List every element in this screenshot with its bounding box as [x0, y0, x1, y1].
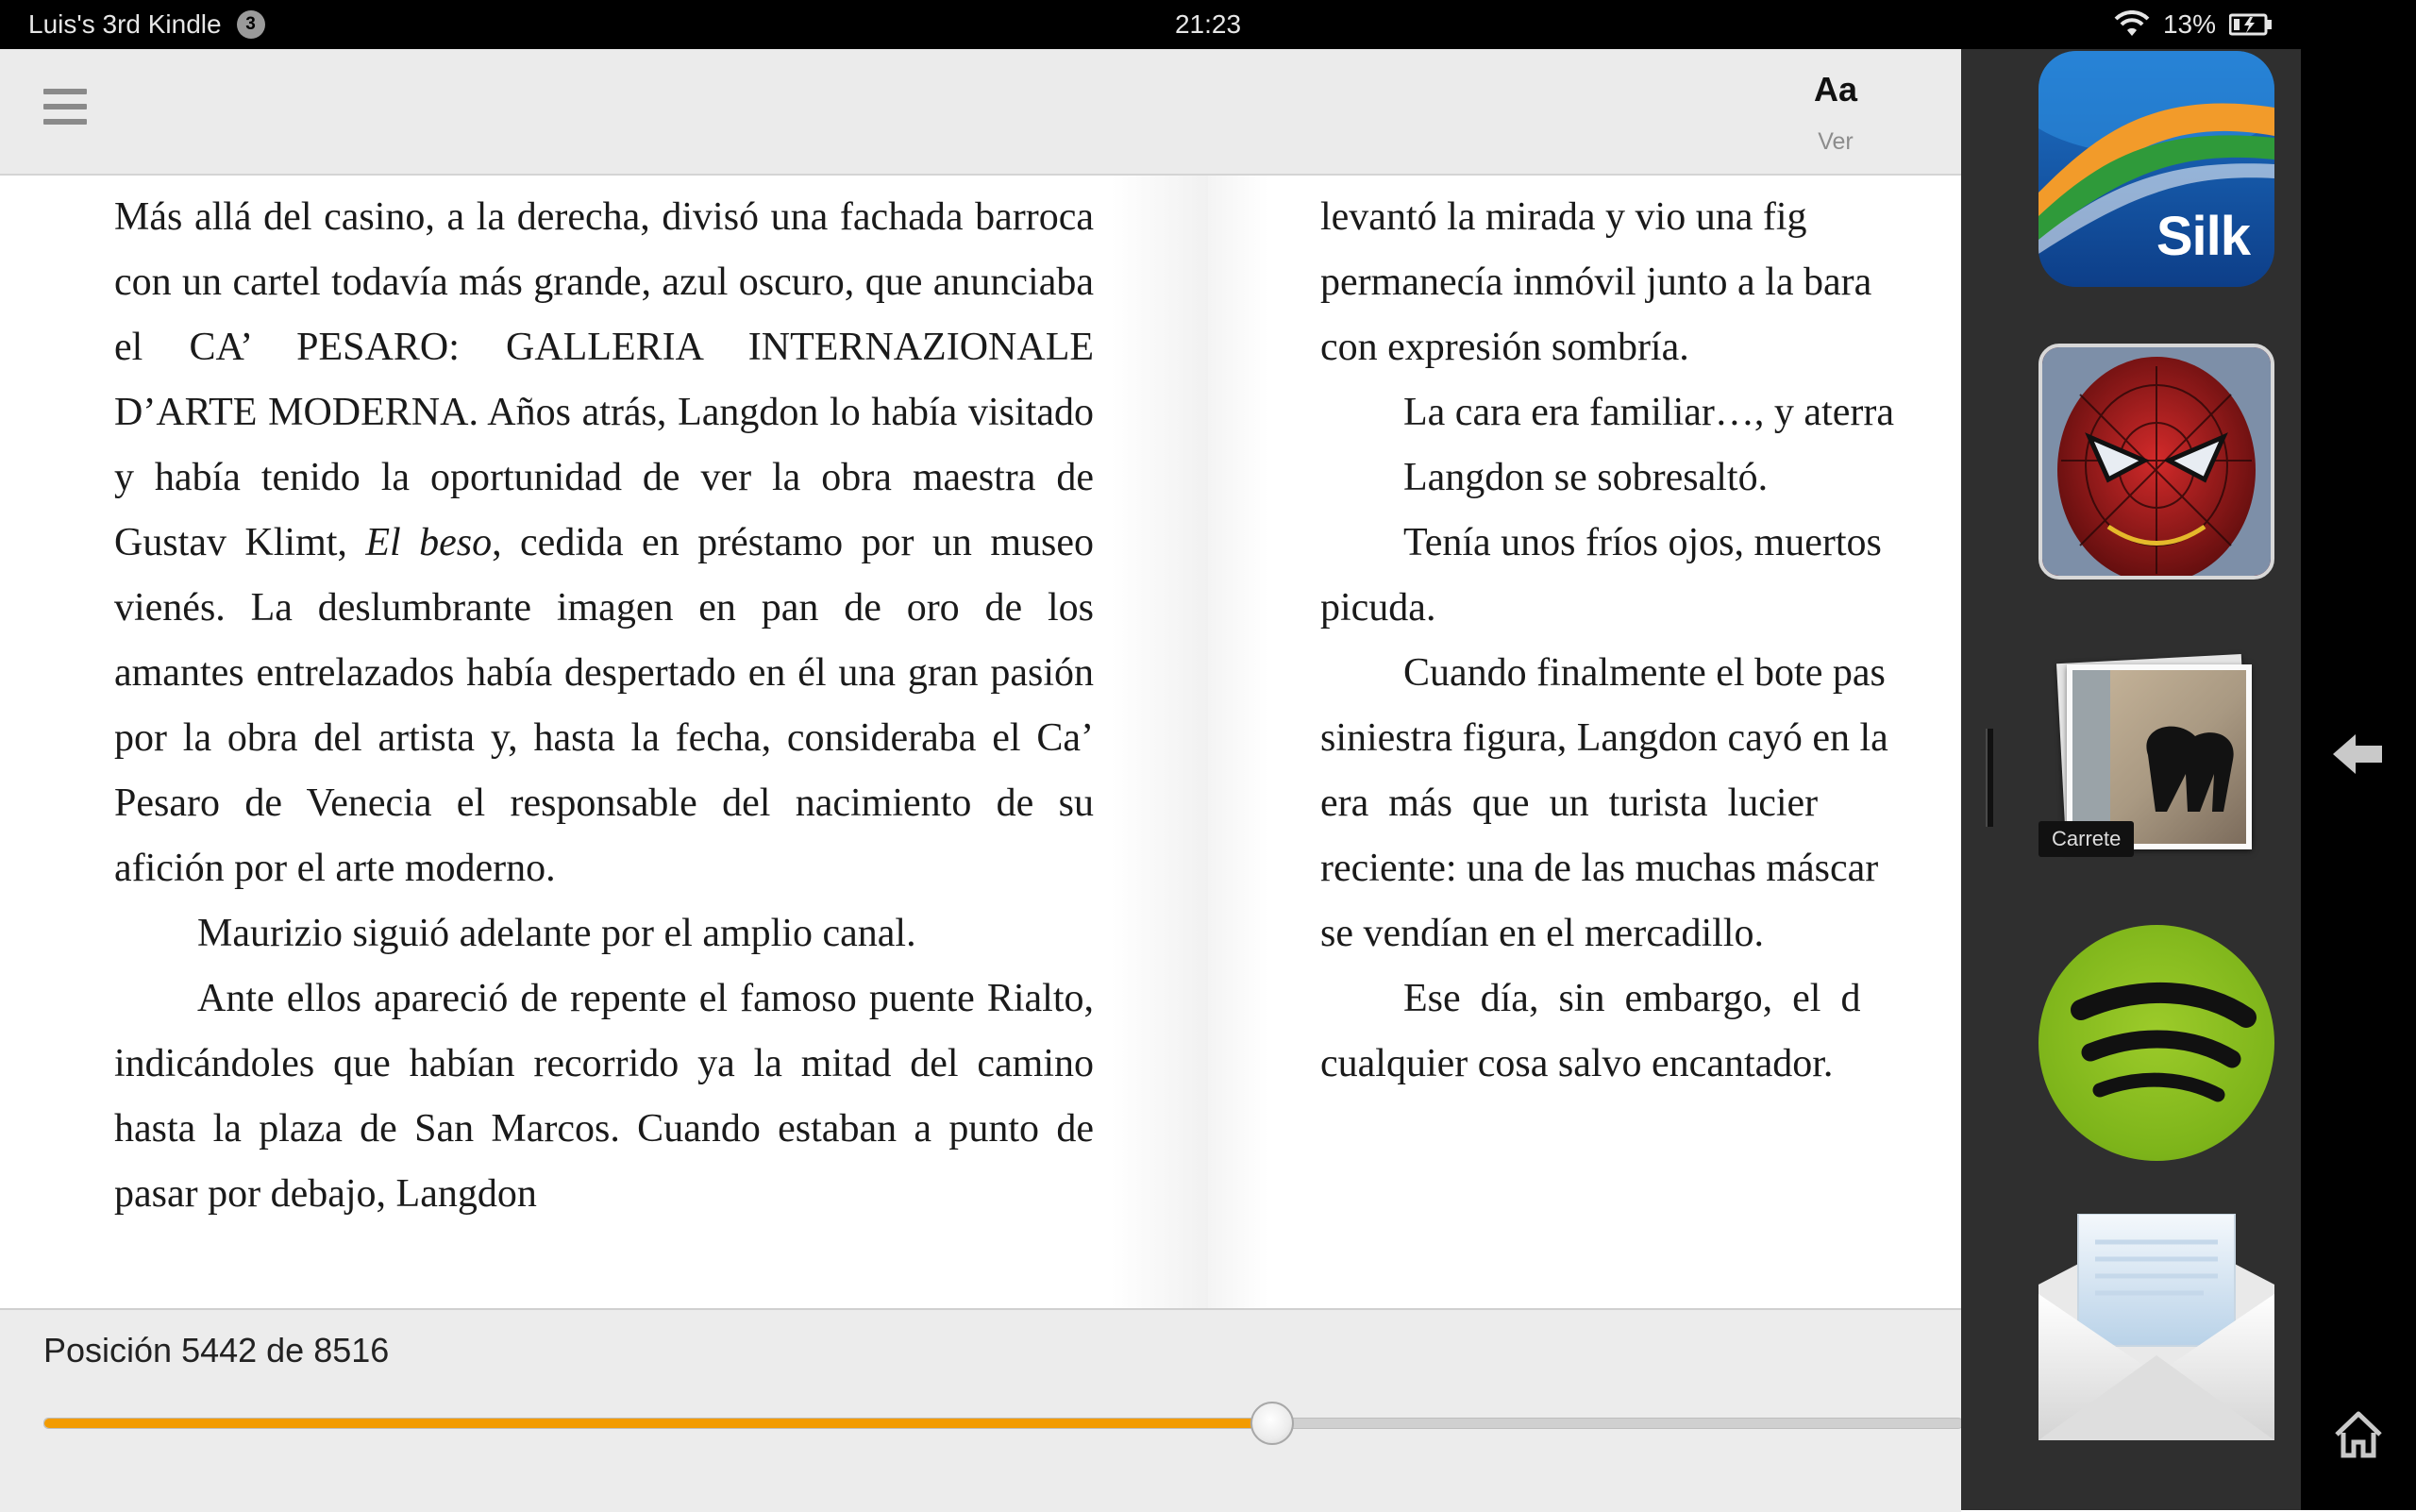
notification-badge[interactable]: 3 — [237, 10, 265, 39]
text-line: Cuando finalmente el bote pas — [1403, 651, 1886, 695]
text-run-smallcaps: CA’ PESARO: GALLERIA INTERNAZIONALE D’ARTE MODERNA — [114, 326, 1095, 434]
font-settings-button[interactable] — [1784, 64, 1888, 168]
slider-thumb[interactable] — [1250, 1402, 1294, 1445]
photo-thumbnail — [2072, 670, 2246, 844]
progress-fill — [44, 1419, 1270, 1428]
silk-browser-icon[interactable] — [2038, 51, 2274, 287]
text-run: Más allá del casino, a la derecha, divisó una fachada barroca con un cartel todavía más grande, azul oscuro, que anunciaba el — [114, 195, 1094, 369]
text-line: con expresión sombría. — [1320, 326, 1689, 369]
text-run: , cedida en préstamo por un museo vienés. La deslumbrante imagen en pan de oro de los amantes entrelazados había despertado en él una gran pasión por la obra del artista y, hasta la fecha, consideraba el Ca’ Pesaro de Venecia el responsable del nacimiento de su afición por el arte moderno. — [114, 521, 1095, 890]
text-run-italic: El beso — [365, 521, 493, 564]
spider-man-game-icon[interactable] — [2038, 344, 2274, 580]
book-page-left[interactable] — [0, 176, 1208, 1308]
text-line: era más que un turista lucier — [1320, 781, 1819, 825]
text-line: se vendían en el mercadillo. — [1320, 912, 1764, 955]
text-line: levantó la mirada y vio una fig — [1320, 195, 1807, 239]
battery-icon — [2229, 12, 2273, 37]
text-line: Tenía unos fríos ojos, muertos — [1403, 521, 1882, 564]
text-line: siniestra figura, Langdon cayó en la — [1320, 716, 1888, 760]
back-arrow-icon[interactable] — [2331, 732, 2386, 776]
battery-percent: 13% — [2162, 9, 2216, 39]
spotify-icon[interactable] — [2038, 925, 2274, 1161]
paragraph: Maurizio siguió adelante por el amplio canal. — [197, 912, 916, 955]
text-run: . Años atrás, Langdon lo había visitado y había tenido la oportunidad de ver la obra maestra de Gustav Klimt, — [114, 391, 1094, 564]
panel-drag-handle[interactable] — [1986, 729, 1993, 827]
paragraph: Ante ellos apareció de repente el famoso puente Rialto, indicándoles que habían recorrido ya la mitad del camino hasta la plaza de San Marcos. Cuando estaban a punto de pasar por debajo, Langdon — [114, 977, 1094, 1216]
paragraph — [114, 185, 1094, 901]
page-text-column — [1320, 185, 1963, 1097]
device-name-label: Luis's 3rd Kindle — [28, 9, 222, 39]
clock: 21:23 — [1174, 9, 1242, 39]
status-bar — [0, 0, 2301, 49]
text-line: picuda. — [1320, 586, 1436, 630]
hamburger-menu-icon[interactable] — [43, 89, 87, 130]
location-bar — [0, 1308, 1961, 1512]
book-page-right[interactable] — [1208, 176, 1963, 1308]
text-line: Ese día, sin embargo, el d — [1403, 977, 1861, 1020]
wifi-icon — [2114, 10, 2150, 39]
font-settings-label: Aa — [1813, 70, 1858, 109]
text-line: reciente: una de las muchas máscar — [1320, 847, 1879, 890]
app-label-carrete: Carrete — [2038, 821, 2134, 857]
silk-app-label: Silk — [2156, 206, 2250, 267]
text-line: permanecía inmóvil junto a la bara — [1320, 260, 1872, 304]
status-indicators — [2114, 0, 2273, 49]
email-icon[interactable] — [2038, 1214, 2274, 1450]
text-line: cualquier cosa salvo encantador. — [1320, 1042, 1834, 1085]
location-label: Posición 5442 de 8516 — [43, 1331, 390, 1369]
text-line: La cara era familiar…, y aterra — [1403, 391, 1894, 434]
reader-toolbar — [0, 49, 1961, 176]
text-line: Langdon se sobresaltó. — [1403, 456, 1769, 499]
font-settings-sublabel: Ver — [1818, 128, 1854, 155]
progress-slider[interactable] — [43, 1418, 1963, 1429]
home-icon[interactable] — [2333, 1410, 2384, 1459]
page-text-column — [114, 185, 1094, 1227]
